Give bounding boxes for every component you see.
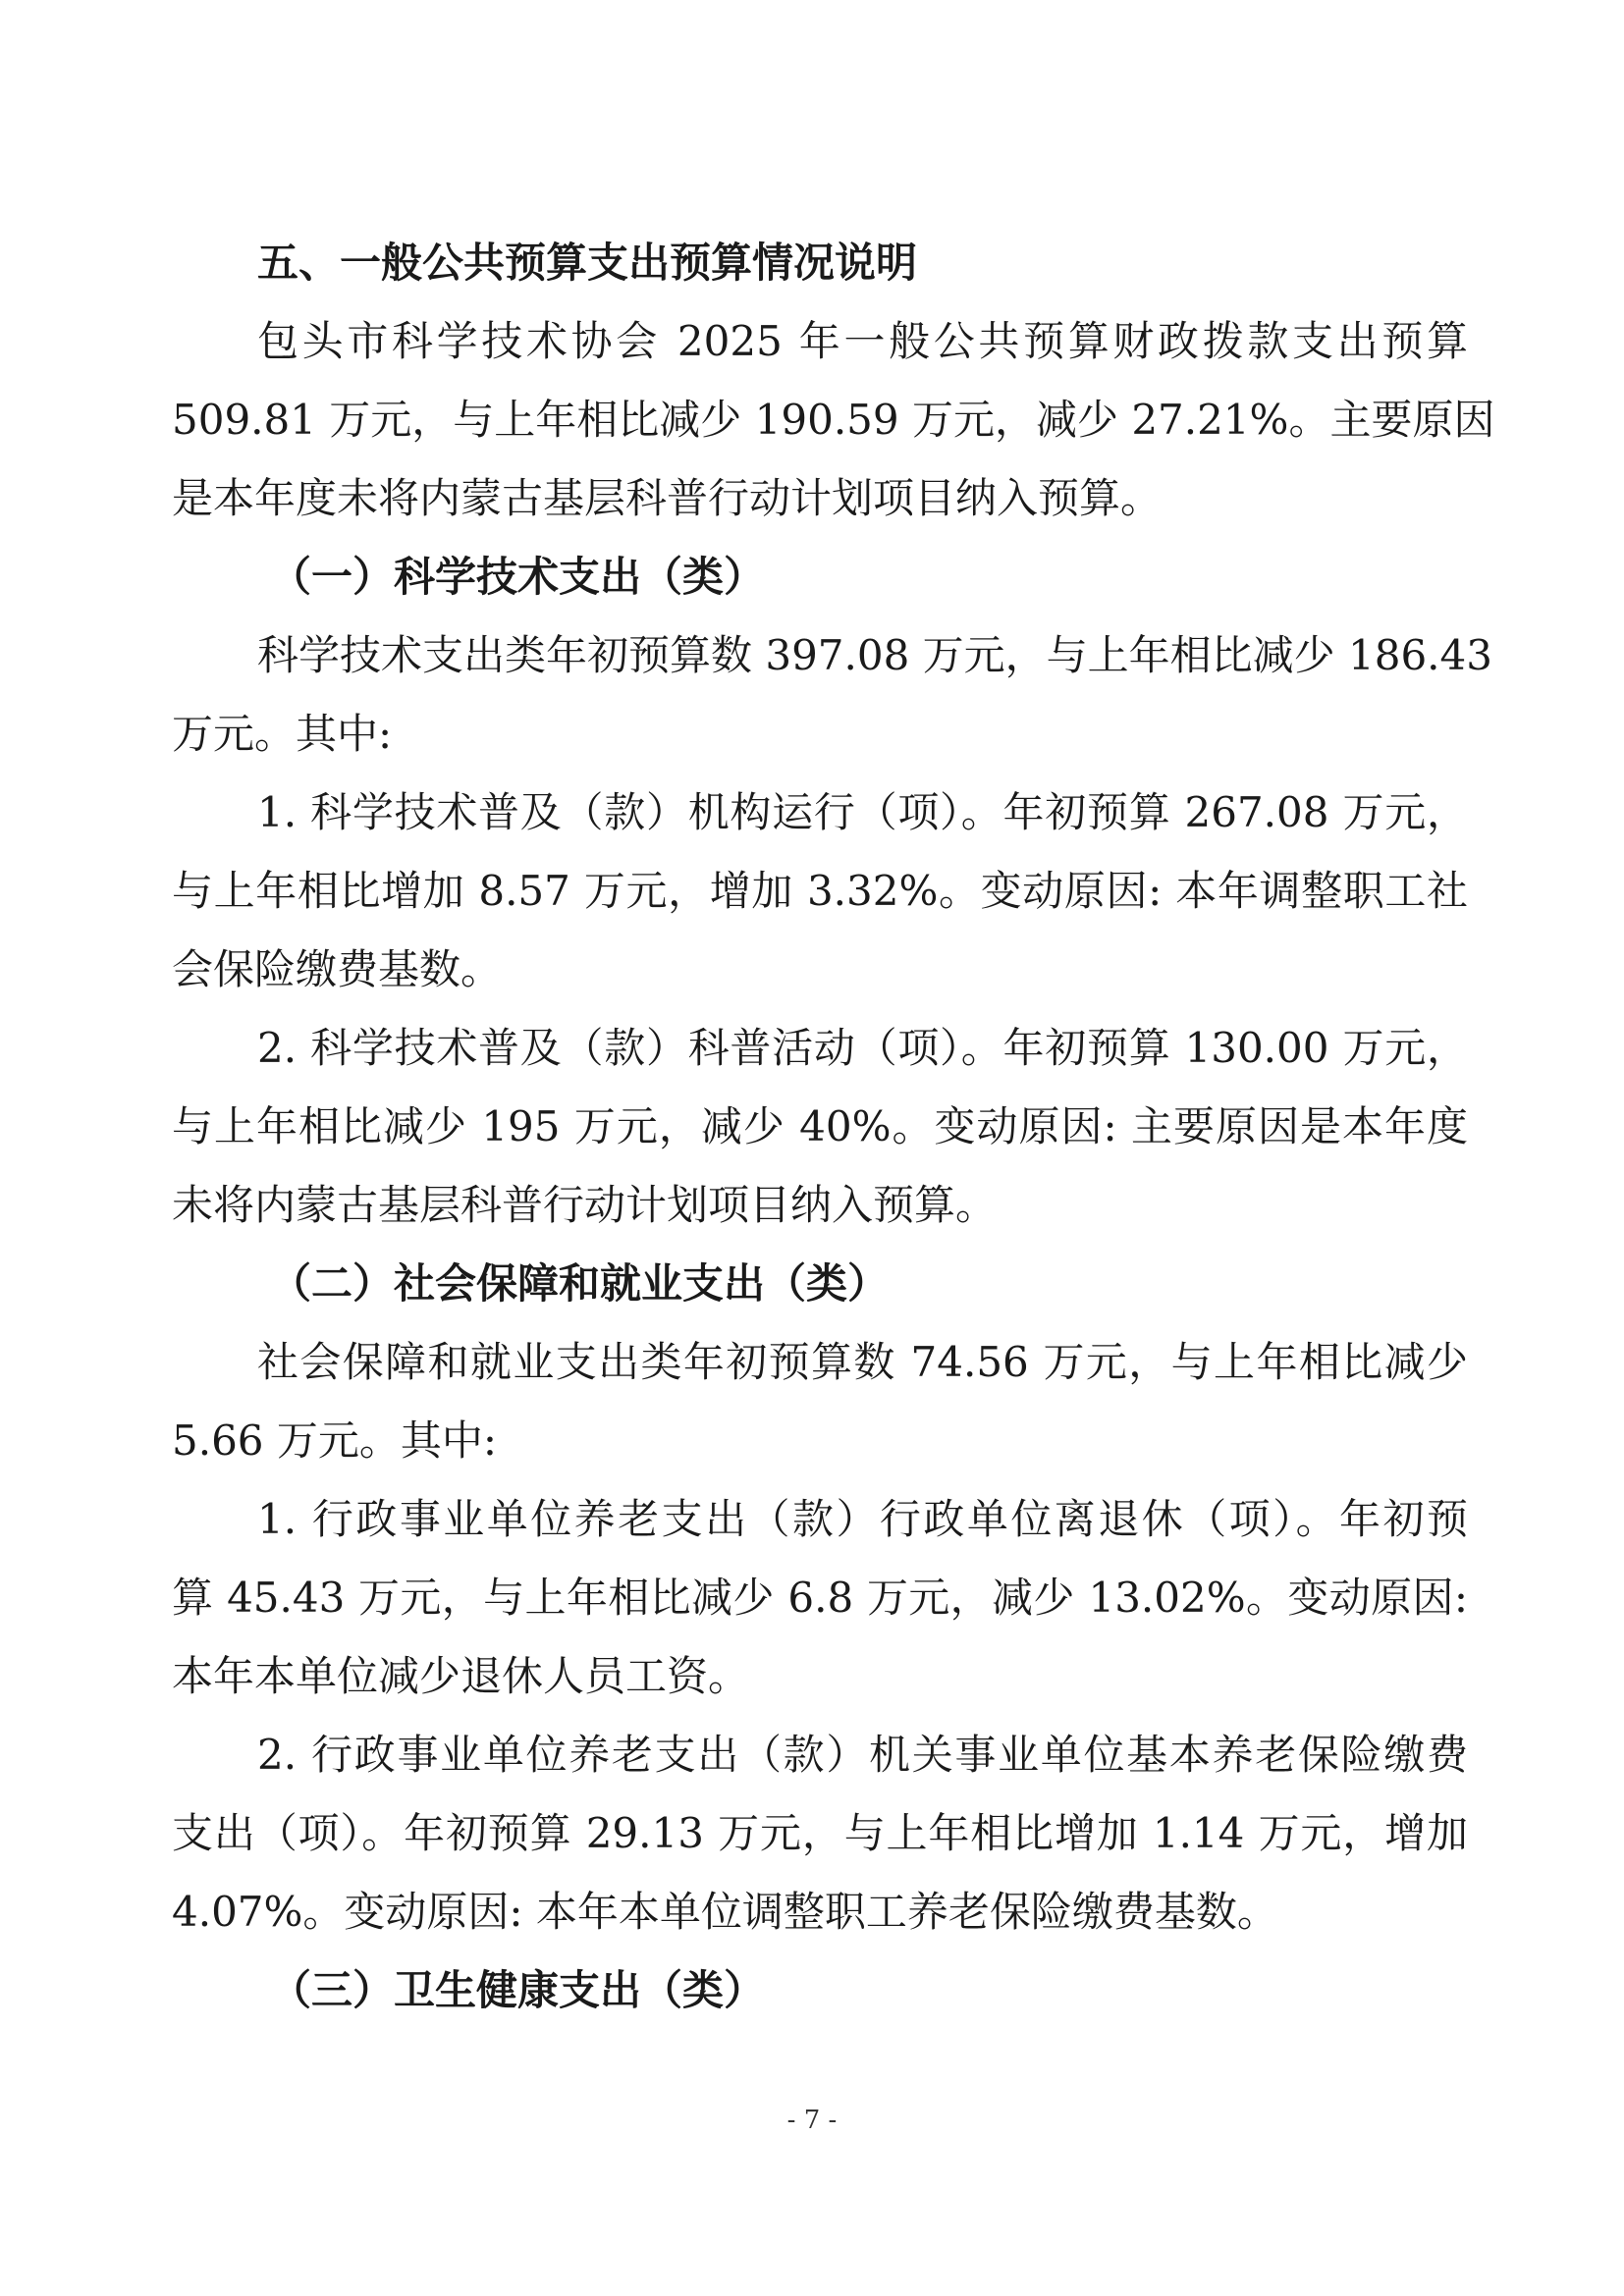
page-number: - 7 - bbox=[786, 2106, 838, 2135]
paragraph-line: 509.81 万元，与上年相比减少 190.59 万元，减少 27.21%。主要原因 bbox=[172, 396, 1495, 444]
paragraph-line: 社会保障和就业支出类年初预算数 74.56 万元，与上年相比减少 bbox=[257, 1338, 1468, 1386]
paragraph-line: 与上年相比增加 8.57 万元，增加 3.32%。变动原因: 本年调整职工社 bbox=[172, 867, 1468, 915]
section-title: 五、一般公共预算支出预算情况说明 bbox=[257, 239, 918, 287]
paragraph-line: 2. 科学技术普及（款）科普活动（项）。年初预算 130.00 万元， bbox=[257, 1024, 1468, 1072]
subsection-title-social-security: （二）社会保障和就业支出（类） bbox=[270, 1259, 890, 1308]
subsection-title-health: （三）卫生健康支出（类） bbox=[270, 1966, 766, 2014]
paragraph-line: 未将内蒙古基层科普行动计划项目纳入预算。 bbox=[172, 1181, 998, 1229]
paragraph-line: 会保险缴费基数。 bbox=[172, 945, 503, 993]
paragraph-line: 4.07%。变动原因: 本年本单位调整职工养老保险缴费基数。 bbox=[172, 1888, 1278, 1936]
paragraph-line: 万元。其中: bbox=[172, 710, 393, 758]
paragraph-line: 与上年相比减少 195 万元，减少 40%。变动原因: 主要原因是本年度 bbox=[172, 1102, 1468, 1150]
paragraph-line: 1. 行政事业单位养老支出（款）行政单位离退休（项）。年初预 bbox=[257, 1495, 1468, 1543]
subsection-title-science: （一）科学技术支出（类） bbox=[270, 553, 766, 601]
paragraph-line: 科学技术支出类年初预算数 397.08 万元，与上年相比减少 186.43 bbox=[257, 631, 1492, 679]
paragraph-line: 是本年度未将内蒙古基层科普行动计划项目纳入预算。 bbox=[172, 474, 1163, 522]
paragraph-line: 2. 行政事业单位养老支出（款）机关事业单位基本养老保险缴费 bbox=[257, 1731, 1468, 1779]
paragraph-line: 算 45.43 万元，与上年相比减少 6.8 万元，减少 13.02%。变动原因: bbox=[172, 1574, 1468, 1622]
paragraph-line: 5.66 万元。其中: bbox=[172, 1416, 498, 1465]
paragraph-line: 1. 科学技术普及（款）机构运行（项）。年初预算 267.08 万元， bbox=[257, 788, 1468, 836]
paragraph-line: 本年本单位减少退休人员工资。 bbox=[172, 1652, 750, 1700]
paragraph-line: 支出（项）。年初预算 29.13 万元，与上年相比增加 1.14 万元，增加 bbox=[172, 1809, 1468, 1857]
paragraph-line: 包头市科学技术协会 2025 年一般公共预算财政拨款支出预算 bbox=[257, 317, 1468, 365]
document-body bbox=[172, 224, 1495, 2030]
